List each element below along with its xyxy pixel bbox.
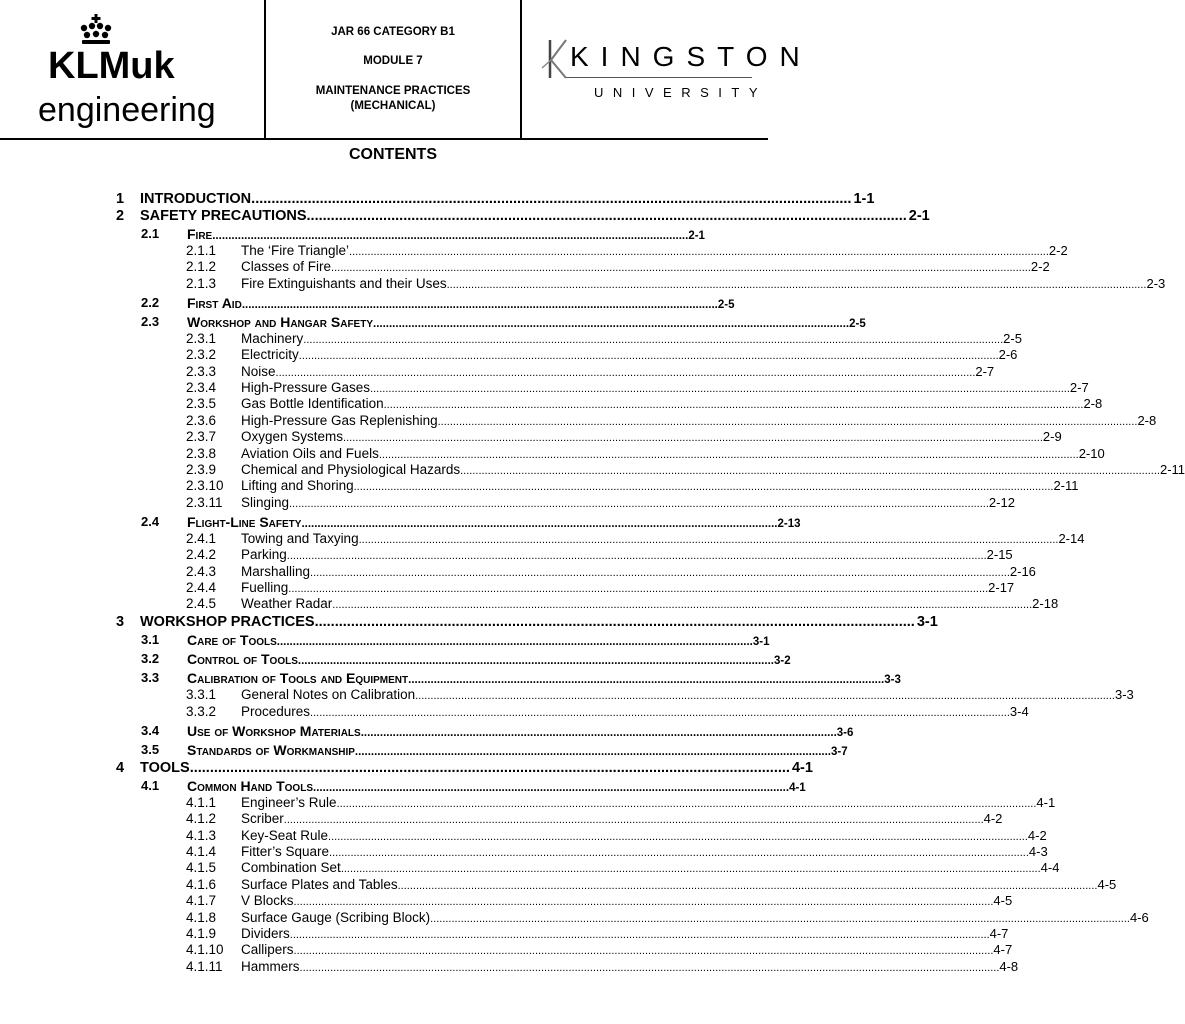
toc-entry-page: 4-5	[993, 893, 1013, 909]
toc-leader-dots	[337, 795, 1037, 812]
toc-leader-dots	[294, 942, 994, 959]
toc-leader-dots	[284, 811, 984, 828]
toc-entry-number: 2.3.2	[186, 347, 217, 363]
toc-leader-dots	[361, 725, 837, 741]
toc-entry-level-2	[141, 651, 791, 668]
toc-leader-dots	[310, 564, 1010, 581]
toc-leader-dots	[299, 347, 999, 364]
toc-entry-page: 4-5	[1097, 876, 1117, 892]
toc-entry-title: Weather Radar	[241, 596, 333, 612]
toc-entry-number: 2.1.2	[186, 259, 217, 275]
toc-entry-level-2	[141, 632, 770, 649]
toc-entry-title: WORKSHOP PRACTICES	[140, 614, 315, 631]
toc-entry-level-1	[116, 613, 938, 631]
toc-entry-level-3	[186, 243, 1068, 259]
module-label: MODULE 7	[363, 55, 423, 67]
crown-icon	[76, 14, 116, 46]
toc-entry-number: 2.4	[141, 513, 160, 529]
toc-leader-dots	[359, 531, 1059, 548]
toc-entry-page: 2-13	[777, 517, 801, 530]
toc-entry-number: 2.3.8	[186, 445, 217, 461]
toc-entry-title: Aviation Oils and Fuels	[241, 445, 379, 461]
toc-entry-level-3	[186, 380, 1089, 396]
toc-entry-number: 2.3.10	[186, 478, 224, 494]
toc-entry-number: 2.3.9	[186, 462, 217, 477]
toc-entry-title: Hammers	[241, 958, 300, 974]
toc-entry-number: 3.3.2	[186, 703, 217, 719]
toc-entry-title: INTRODUCTION	[140, 191, 252, 207]
toc-leader-dots	[242, 297, 718, 313]
toc-leader-dots	[408, 672, 884, 688]
toc-entry-page: 2-15	[986, 547, 1013, 563]
toc-leader-dots	[355, 744, 831, 760]
toc-leader-dots	[354, 478, 1054, 495]
toc-entry-level-3	[186, 530, 1085, 547]
toc-entry-page: 3-3	[1114, 687, 1134, 703]
toc-entry-page: 3-7	[831, 745, 848, 758]
toc-entry-number: 2.4.3	[186, 563, 217, 579]
toc-entry-number: 2.1	[141, 226, 160, 241]
toc-entry-page: 2-17	[988, 580, 1015, 595]
toc-entry-number: 4.1.5	[186, 860, 217, 876]
toc-entry-title: Chemical and Physiological Hazards	[241, 462, 461, 477]
klm-logo-block	[0, 0, 264, 138]
toc-entry-number: 2.3.6	[186, 412, 217, 428]
toc-entry-level-3	[186, 703, 1029, 720]
toc-entry-page: 2-16	[1009, 563, 1036, 579]
toc-entry-level-2	[141, 670, 901, 687]
toc-entry-number: 1	[116, 191, 125, 207]
toc-entry-level-3	[186, 396, 1103, 412]
toc-leader-dots	[343, 429, 1043, 446]
toc-entry-number: 2.3.11	[186, 494, 223, 510]
toc-entry-page: 2-5	[717, 298, 735, 311]
toc-entry-title: Calibration of Tools and Equipment	[187, 670, 409, 687]
toc-entry-number: 3.4	[141, 722, 160, 738]
toc-entry-level-3	[186, 429, 1062, 445]
toc-entry-page: 3-1	[916, 614, 938, 631]
toc-entry-number: 4.1.6	[186, 876, 217, 892]
toc-entry-number: 2.3.5	[186, 396, 217, 412]
toc-entry-number: 2.3	[141, 313, 160, 329]
toc-entry-page: 2-2	[1048, 243, 1068, 258]
toc-leader-dots	[373, 316, 849, 332]
toc-entry-title: Noise	[241, 363, 276, 379]
toc-entry-level-3	[186, 494, 1015, 511]
toc-entry-level-3	[186, 478, 1079, 494]
toc-entry-title: General Notes on Calibration	[241, 687, 416, 703]
toc-leader-dots	[310, 704, 1010, 721]
toc-entry-page: 3-6	[836, 726, 854, 739]
toc-entry-page: 2-18	[1032, 596, 1059, 612]
toc-leader-dots	[290, 926, 990, 943]
toc-entry-title: Towing and Taxying	[241, 530, 359, 546]
toc-leader-dots	[398, 877, 1098, 894]
toc-entry-page: 2-3	[1146, 275, 1166, 291]
toc-entry-number: 2.4.5	[186, 596, 217, 612]
toc-entry-title: Workshop and Hangar Safety	[187, 313, 374, 330]
toc-entry-level-3	[186, 958, 1019, 975]
toc-entry-level-3	[186, 687, 1134, 703]
toc-entry-page: 4-2	[1027, 827, 1047, 843]
toc-entry-page: 2-9	[1042, 429, 1062, 445]
toc-entry-level-3	[186, 909, 1149, 926]
toc-entry-level-3	[186, 596, 1059, 612]
toc-entry-title: Procedures	[241, 703, 311, 719]
toc-entry-title: Callipers	[241, 942, 294, 958]
toc-entry-number: 4	[116, 759, 125, 776]
toc-entry-page: 3-4	[1009, 703, 1029, 719]
toc-entry-number: 2.3.1	[186, 330, 217, 346]
toc-entry-level-3	[186, 363, 995, 380]
toc-leader-dots	[287, 547, 987, 564]
course-label: JAR 66 CATEGORY B1	[331, 26, 455, 38]
toc-leader-dots	[289, 495, 989, 512]
toc-entry-number: 3.5	[141, 741, 160, 757]
toc-entry-level-3	[186, 580, 1015, 596]
toc-entry-page: 2-5	[849, 317, 866, 330]
toc-leader-dots	[294, 893, 994, 910]
toc-entry-title: High-Pressure Gases	[241, 380, 371, 395]
module-subtitle: (MECHANICAL)	[350, 100, 436, 112]
toc-entry-level-3	[186, 462, 1185, 478]
toc-entry-number: 4.1.7	[186, 893, 217, 909]
toc-entry-page: 3-1	[752, 636, 770, 649]
toc-entry-page: 2-10	[1078, 445, 1105, 461]
toc-leader-dots	[341, 860, 1041, 877]
toc-entry-level-3	[186, 259, 1050, 275]
toc-entry-page: 4-1	[1036, 794, 1056, 810]
toc-entry-title: Common Hand Tools	[187, 777, 313, 794]
toc-entry-page: 2-8	[1137, 412, 1157, 428]
toc-entry-title: Electricity	[241, 347, 299, 363]
toc-leader-dots	[460, 462, 1160, 479]
toc-entry-number: 3.1	[141, 632, 160, 648]
module-title: MAINTENANCE PRACTICES	[315, 85, 471, 97]
university-text: UNIVERSITY	[594, 85, 768, 100]
toc-entry-number: 4.1.10	[186, 942, 224, 958]
toc-entry-title: Slinging	[241, 494, 290, 510]
toc-entry-level-2	[141, 777, 806, 794]
toc-entry-level-3	[186, 860, 1060, 876]
toc-entry-number: 4.1.11	[186, 958, 223, 974]
logo-divider	[566, 77, 752, 78]
toc-entry-page: 4-2	[983, 811, 1003, 827]
toc-entry-number: 2.4.2	[186, 547, 217, 563]
toc-entry-level-1	[116, 207, 930, 225]
toc-entry-number: 4.1.8	[186, 909, 217, 925]
toc-entry-title: Surface Gauge (Scribing Block)	[241, 909, 431, 925]
toc-leader-dots	[307, 207, 907, 225]
toc-entry-page: 4-1	[791, 759, 813, 776]
kingston-logo-text: KINGSTON	[570, 41, 812, 72]
toc-entry-title: Gas Bottle Identification	[241, 396, 384, 412]
toc-leader-dots	[349, 243, 1049, 260]
toc-entry-page: 2-2	[1030, 259, 1050, 275]
toc-entry-level-3	[186, 811, 1003, 827]
toc-entry-level-3	[186, 893, 1013, 909]
toc-entry-title: Lifting and Shoring	[241, 478, 354, 494]
toc-leader-dots	[329, 844, 1029, 861]
contents-heading: CONTENTS	[349, 146, 437, 163]
toc-entry-page: 2-11	[1159, 462, 1185, 477]
toc-entry-number: 2	[116, 208, 125, 224]
toc-entry-page: 4-3	[1028, 844, 1048, 859]
toc-leader-dots	[379, 446, 1079, 463]
toc-entry-title: Combination Set	[241, 860, 341, 876]
toc-entry-title: Fire	[187, 226, 213, 242]
toc-entry-title: Classes of Fire	[241, 259, 332, 275]
toc-entry-page: 2-8	[1083, 396, 1103, 412]
toc-leader-dots	[288, 580, 988, 597]
toc-entry-title: TOOLS	[140, 759, 190, 776]
toc-entry-page: 1-1	[853, 191, 875, 207]
toc-entry-page: 2-12	[988, 494, 1015, 510]
toc-entry-title: Key-Seat Rule	[241, 827, 329, 843]
toc-entry-title: Machinery	[241, 330, 304, 346]
toc-entry-title: Surface Plates and Tables	[241, 876, 398, 892]
page-header	[0, 0, 812, 140]
klm-logo-text: KLMuk	[48, 45, 175, 87]
toc-leader-dots	[212, 228, 688, 244]
toc-leader-dots	[300, 959, 1000, 976]
toc-entry-number: 4.1.3	[186, 827, 217, 843]
toc-entry-level-3	[186, 445, 1105, 462]
toc-entry-page: 2-1	[908, 208, 930, 224]
toc-entry-title: Control of Tools	[187, 651, 298, 668]
toc-entry-level-3	[186, 942, 1013, 958]
toc-entry-title: Care of Tools	[187, 632, 277, 649]
toc-entry-page: 4-6	[1129, 909, 1149, 925]
toc-entry-number: 4.1.9	[186, 926, 217, 941]
toc-entry-level-3	[186, 275, 1166, 292]
toc-leader-dots	[447, 276, 1147, 293]
toc-entry-title: Marshalling	[241, 563, 311, 579]
toc-leader-dots	[331, 259, 1031, 276]
toc-entry-title: Oxygen Systems	[241, 429, 344, 445]
toc-entry-number: 2.3.4	[186, 380, 217, 395]
toc-leader-dots	[332, 596, 1032, 613]
toc-leader-dots	[315, 613, 915, 631]
toc-leader-dots	[313, 780, 789, 796]
toc-entry-level-3	[186, 926, 1009, 942]
toc-entry-level-2	[141, 722, 854, 739]
toc-entry-number: 4.1.4	[186, 844, 217, 859]
toc-entry-page: 2-6	[998, 347, 1018, 363]
toc-entry-page: 2-14	[1058, 530, 1085, 546]
toc-entry-page: 2-1	[688, 230, 705, 242]
toc-entry-level-2	[141, 741, 848, 758]
toc-entry-number: 4.1.1	[186, 794, 217, 810]
toc-entry-level-3	[186, 794, 1056, 811]
toc-leader-dots	[298, 653, 774, 669]
toc-entry-level-3	[186, 827, 1047, 844]
toc-entry-title: Engineer’s Rule	[241, 794, 337, 810]
toc-leader-dots	[328, 828, 1028, 845]
toc-entry-number: 2.3.7	[186, 429, 217, 445]
toc-entry-level-2	[141, 313, 866, 330]
toc-leader-dots	[276, 364, 976, 381]
toc-entry-level-2	[141, 513, 801, 530]
toc-entry-level-3	[186, 876, 1117, 893]
toc-entry-title: SAFETY PRECAUTIONS	[140, 208, 307, 224]
toc-entry-level-2	[141, 294, 735, 311]
toc-entry-number: 3	[116, 614, 125, 631]
toc-leader-dots	[251, 190, 851, 208]
toc-entry-title: Fire Extinguishants and their Uses	[241, 275, 447, 291]
toc-entry-title: Fitter’s Square	[241, 844, 330, 859]
toc-entry-title: High-Pressure Gas Replenishing	[241, 412, 438, 428]
toc-entry-number: 3.3.1	[186, 687, 217, 703]
toc-entry-title: First Aid	[187, 294, 242, 311]
toc-entry-title: Use of Workshop Materials	[187, 722, 361, 739]
toc-entry-page: 2-7	[975, 363, 995, 379]
toc-entry-level-3	[186, 412, 1157, 429]
toc-entry-level-1	[116, 190, 875, 208]
toc-entry-number: 2.2	[141, 294, 160, 310]
kingston-emblem-icon	[540, 38, 568, 80]
toc-entry-title: Parking	[241, 547, 287, 563]
toc-entry-number: 2.4.4	[186, 580, 217, 595]
toc-entry-page: 3-2	[773, 655, 791, 668]
toc-entry-number: 2.1.1	[186, 243, 217, 258]
toc-leader-dots	[303, 331, 1003, 348]
toc-entry-level-3	[186, 347, 1018, 363]
toc-entry-number: 2.3.3	[186, 363, 217, 379]
toc-entry-number: 2.1.3	[186, 275, 217, 291]
toc-entry-level-2	[141, 226, 705, 242]
toc-entry-title: Dividers	[241, 926, 290, 941]
toc-entry-page: 4-4	[1040, 860, 1060, 876]
kingston-logo-block	[522, 0, 812, 138]
toc-leader-dots	[190, 759, 790, 777]
toc-leader-dots	[415, 687, 1115, 704]
toc-entry-number: 4.1.2	[186, 811, 217, 827]
toc-entry-level-3	[186, 330, 1022, 347]
toc-entry-level-3	[186, 563, 1036, 580]
toc-entry-level-3	[186, 547, 1013, 563]
toc-leader-dots	[430, 910, 1130, 927]
document-title-block	[264, 0, 522, 138]
toc-leader-dots	[370, 380, 1070, 397]
toc-entry-number: 4.1	[141, 777, 160, 793]
engineering-text: engineering	[38, 91, 216, 129]
toc-entry-number: 3.2	[141, 651, 160, 667]
toc-entry-page: 3-3	[884, 674, 901, 687]
toc-leader-dots	[277, 634, 753, 650]
toc-entry-page: 4-7	[989, 926, 1009, 941]
toc-leader-dots	[301, 516, 777, 532]
toc-entry-page: 2-5	[1003, 330, 1022, 346]
toc-entry-level-1	[116, 759, 813, 777]
toc-entry-page: 2-7	[1069, 380, 1089, 395]
toc-entry-page: 4-7	[993, 942, 1013, 958]
toc-entry-page: 2-11	[1053, 478, 1079, 494]
toc-entry-page: 4-1	[789, 781, 806, 794]
toc-entry-page: 4-8	[999, 958, 1019, 974]
toc-leader-dots	[384, 396, 1084, 413]
toc-entry-number: 3.3	[141, 670, 160, 686]
toc-entry-title: Flight-Line Safety	[187, 513, 302, 530]
toc-entry-level-3	[186, 844, 1048, 860]
toc-entry-title: V Blocks	[241, 893, 294, 909]
toc-leader-dots	[438, 413, 1138, 430]
toc-entry-number: 2.4.1	[186, 530, 217, 546]
toc-entry-title: Scriber	[241, 811, 284, 827]
toc-entry-title: The ‘Fire Triangle’	[241, 243, 350, 258]
toc-entry-title: Fuelling	[241, 580, 289, 595]
toc-entry-title: Standards of Workmanship	[187, 741, 355, 758]
